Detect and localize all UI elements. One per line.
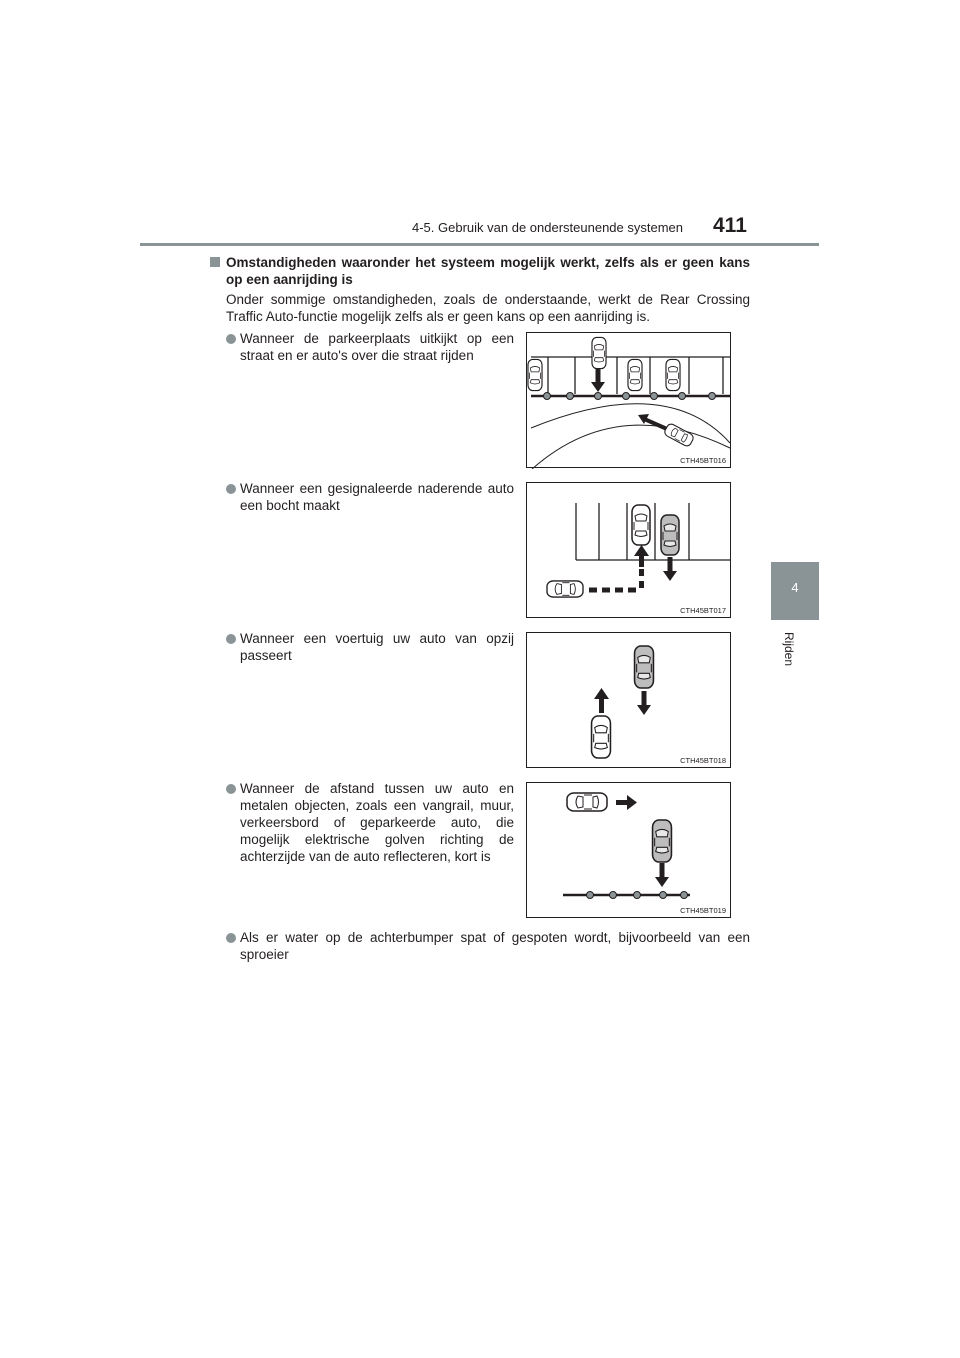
header-divider — [140, 243, 819, 246]
list-item — [226, 480, 514, 514]
list-item-text: Wanneer een voertuig uw auto van opzij passeert — [240, 631, 514, 663]
list-item — [226, 330, 514, 364]
figure-passing-vehicle — [526, 632, 731, 768]
bullet-icon — [226, 933, 236, 943]
bullet-icon — [226, 334, 236, 344]
list-item-text: Wanneer een gesignaleerde naderende auto een bocht maakt — [240, 481, 514, 513]
list-item-text: Als er water op de achterbumper spat of gespoten wordt, bijvoorbeeld van een sproeier — [240, 930, 750, 962]
bullet-icon — [226, 484, 236, 494]
square-bullet-icon — [210, 257, 220, 267]
chapter-tab[interactable] — [771, 562, 819, 620]
figure-code: CTH45BT018 — [680, 756, 726, 765]
heading-text: Omstandigheden waaronder het systeem mogelijk werkt, zelfs als er geen kans op een aanrijding is — [226, 255, 750, 287]
chapter-title: Rijden — [782, 632, 796, 667]
intro-paragraph: Onder sommige omstandigheden, zoals de onderstaande, werkt de Rear Crossing Traffic Auto-functie mogelijk zelfs als er geen kans op een aanrijding is. — [226, 292, 750, 324]
figure-code: CTH45BT019 — [680, 906, 726, 915]
figure-turning-car — [526, 482, 731, 618]
page-number: 411 — [713, 214, 747, 237]
chapter-title-vertical — [777, 632, 809, 672]
figure-code: CTH45BT017 — [680, 606, 726, 615]
list-item — [226, 929, 750, 963]
bullet-icon — [226, 634, 236, 644]
section-title: 4-5. Gebruik van de ondersteunende systemen — [412, 220, 684, 235]
figure-code: CTH45BT016 — [680, 456, 726, 465]
list-item-text: Wanneer de parkeerplaats uitkijkt op een straat en er auto's over die straat rijden — [240, 331, 514, 363]
list-item — [226, 630, 514, 664]
list-item-text: Wanneer de afstand tussen uw auto en metalen objecten, zoals een vangrail, muur, verkeersbord of geparkeerde auto, die mogelijk elektrische golven richting de achterzijde van de auto reflecteren, kort is — [240, 781, 514, 864]
bullet-icon — [226, 784, 236, 794]
figure-parking-street — [526, 332, 731, 468]
list-item — [226, 780, 514, 865]
section-heading — [210, 254, 750, 288]
figure-metal-objects — [526, 782, 731, 918]
chapter-number: 4 — [791, 580, 799, 595]
